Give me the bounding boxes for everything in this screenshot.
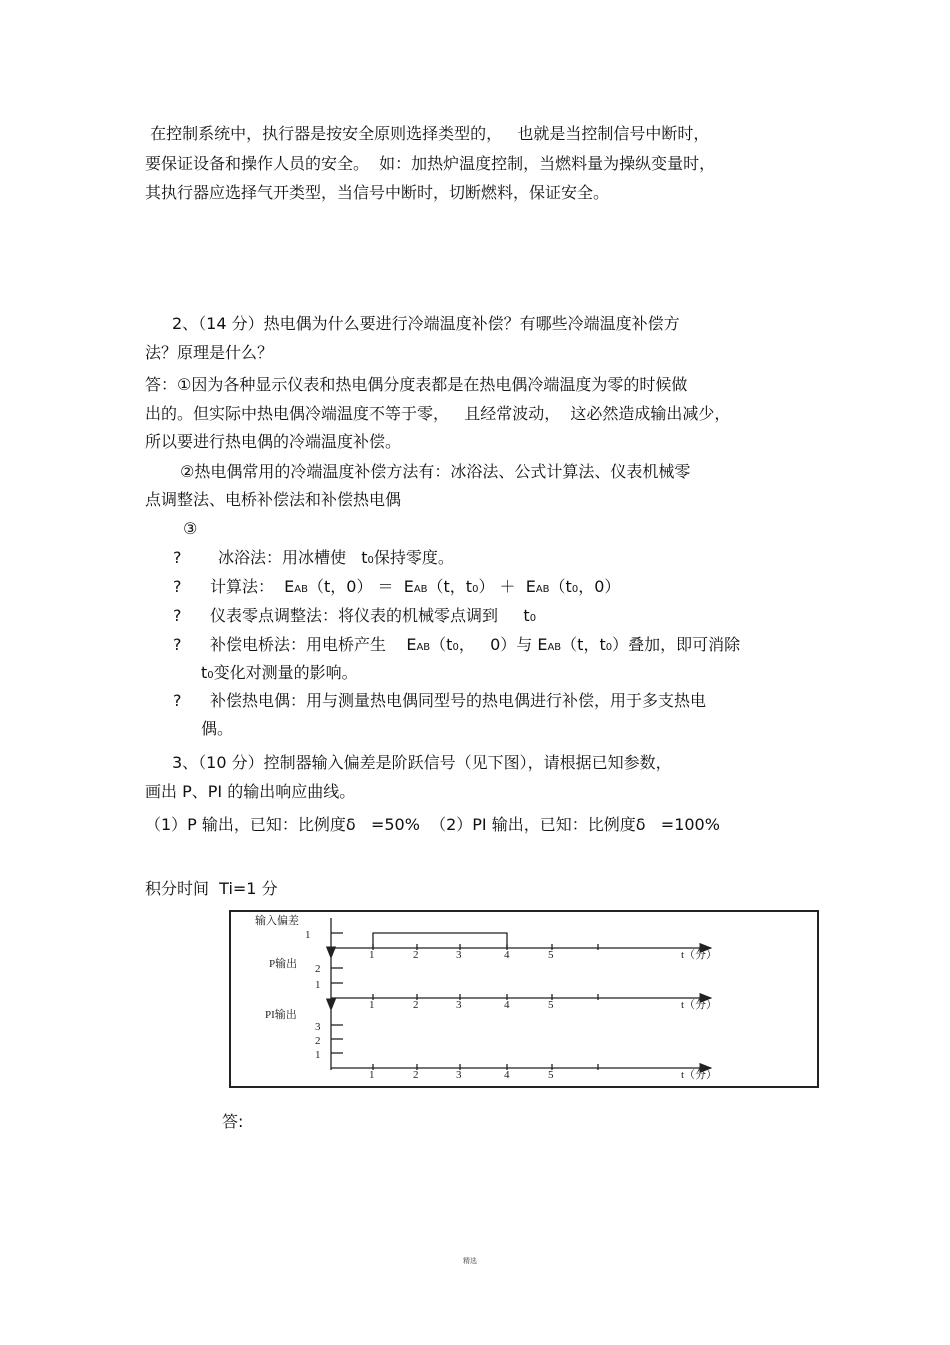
question-3-title: 3、（10 分）控制器输入偏差是阶跃信号（见下图），请根据已知参数，	[172, 753, 672, 772]
method-bridge-cont: t0变化对测量的影响。	[201, 663, 358, 682]
answer-marker: ③	[183, 519, 198, 538]
method-compensating-tc-cont: 偶。	[201, 719, 234, 738]
question-3-integral-time: 积分时间 Ti=1 分	[145, 879, 278, 898]
bullet-marker: ?	[173, 548, 182, 567]
x-tick-2: 2	[413, 1069, 419, 1081]
panel2-label: P输出	[269, 958, 298, 970]
time-label: t（分）	[681, 999, 718, 1011]
x-tick-3: 3	[456, 999, 462, 1011]
response-axes	[231, 912, 817, 1086]
time-label: t（分）	[681, 1069, 718, 1081]
question-2-title: 2、（14 分）热电偶为什么要进行冷端温度补偿？有哪些冷端温度补偿方	[172, 314, 680, 333]
x-tick-1: 1	[369, 1069, 375, 1081]
y2-tick-1: 1	[315, 979, 321, 991]
question-3-title-cont: 画出 P、PI 的输出响应曲线。	[145, 782, 356, 801]
input-step	[373, 933, 507, 948]
method-compensating-tc: 补偿热电偶：用与测量热电偶同型号的热电偶进行补偿，用于多支热电	[210, 691, 707, 710]
x-tick-2: 2	[413, 999, 419, 1011]
bullet-marker: ?	[173, 577, 182, 596]
time-label: t（分）	[681, 949, 718, 961]
bullet-marker: ?	[173, 606, 182, 625]
response-figure	[229, 910, 819, 1088]
x-tick-2: 2	[413, 949, 419, 961]
y3-tick-3: 3	[315, 1021, 321, 1033]
y3-tick-1: 1	[315, 1049, 321, 1061]
x-tick-5: 5	[548, 1069, 554, 1081]
x-tick-1: 1	[369, 999, 375, 1011]
answer-label: 答:	[222, 1112, 244, 1131]
x-tick-4: 4	[504, 949, 510, 961]
footer-text: 精选	[463, 1257, 477, 1265]
x-tick-5: 5	[548, 949, 554, 961]
x-tick-1: 1	[369, 949, 375, 961]
answer-line: 点调整法、电桥补偿法和补偿热电偶	[145, 490, 402, 509]
x-tick-4: 4	[504, 999, 510, 1011]
question-2-title-cont: 法？原理是什么？	[145, 343, 274, 362]
paragraph-line: 其执行器应选择气开类型，当信号中断时，切断燃料，保证安全。	[145, 183, 610, 202]
x-tick-3: 3	[456, 949, 462, 961]
method-bridge: 补偿电桥法：用电桥产生 EAB（t0， 0）与 EAB（t，t0）叠加，即可消除	[210, 635, 741, 654]
y3-tick-2: 2	[315, 1035, 321, 1047]
panel1-label: 输入偏差	[255, 915, 299, 927]
y1-tick-1: 1	[305, 929, 311, 941]
method-ice-bath: 冰浴法：用冰槽使 t0保持零度。	[218, 548, 454, 567]
bullet-marker: ?	[173, 691, 182, 710]
question-3-params: （1）P 输出，已知：比例度δ =50% （2）PI 输出，已知：比例度δ =100%	[145, 815, 720, 834]
x-tick-4: 4	[504, 1069, 510, 1081]
paragraph-line: 在控制系统中，执行器是按安全原则选择类型的， 也就是当控制信号中断时，	[145, 124, 710, 143]
answer-line: ②热电偶常用的冷端温度补偿方法有：冰浴法、公式计算法、仪表机械零	[180, 462, 691, 481]
y2-tick-2: 2	[315, 963, 321, 975]
method-zero-adjust: 仪表零点调整法：将仪表的机械零点调到 t0	[210, 606, 537, 625]
bullet-marker: ?	[173, 635, 182, 654]
answer-line: 答：①因为各种显示仪表和热电偶分度表都是在热电偶冷端温度为零的时候做	[145, 375, 688, 394]
x-tick-5: 5	[548, 999, 554, 1011]
x-tick-3: 3	[456, 1069, 462, 1081]
answer-line: 出的。但实际中热电偶冷端温度不等于零， 且经常波动， 这必然造成输出减少，	[145, 404, 731, 423]
panel3-label: PI输出	[265, 1009, 297, 1021]
paragraph-line: 要保证设备和操作人员的安全。 如：加热炉温度控制，当燃料量为操纵变量时，	[145, 154, 716, 173]
method-calculation: 计算法： EAB（t，0） ＝ EAB（t，t0） ＋ EAB（t0，0）	[210, 577, 621, 596]
answer-line: 所以要进行热电偶的冷端温度补偿。	[145, 432, 402, 451]
